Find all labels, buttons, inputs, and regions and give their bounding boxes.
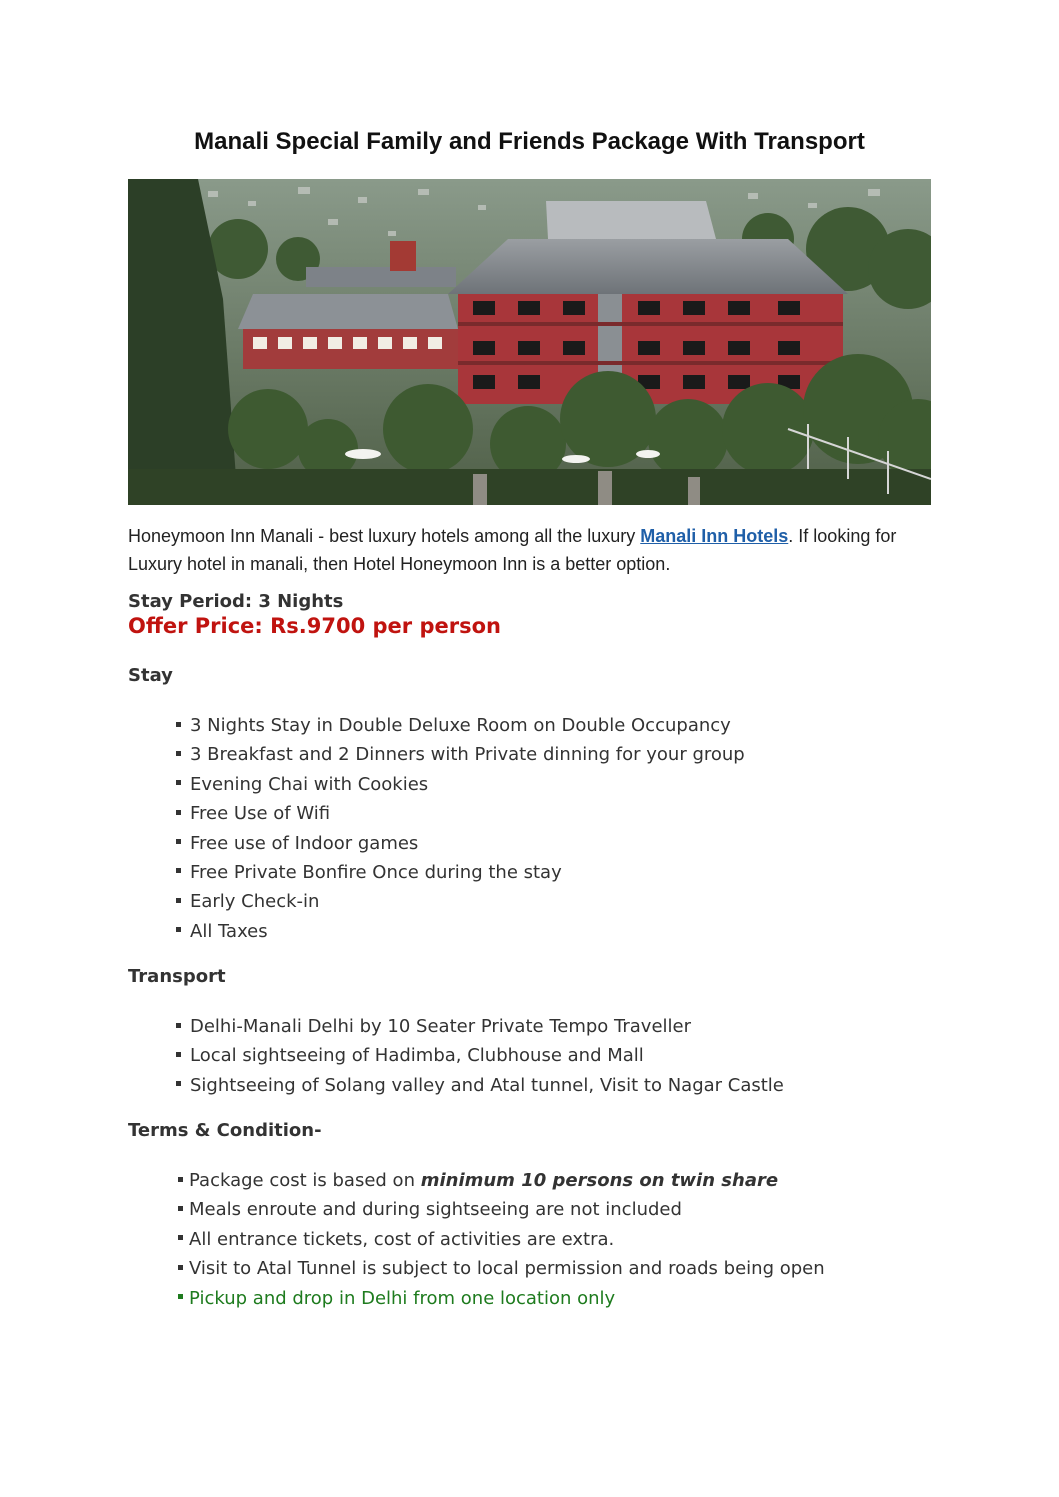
bullet-square-icon: [178, 1206, 183, 1211]
list-item-text: 3 Breakfast and 2 Dinners with Private dinning for your group: [190, 744, 745, 766]
list-item-text: Free Private Bonfire Once during the stay: [190, 861, 562, 883]
list-item-text: Free Use of Wifi: [190, 803, 331, 825]
bullet-square-icon: [176, 780, 181, 785]
bullet-square-icon: [178, 1294, 183, 1299]
highlighted-list-item: [178, 1284, 825, 1313]
bullet-square-icon: [178, 1265, 183, 1270]
list-item-text: Sightseeing of Solang valley and Atal tunnel, Visit to Nagar Castle: [190, 1074, 784, 1096]
list-item: [176, 917, 745, 946]
bullet-square-icon: [176, 1052, 181, 1057]
list-item-text: Package cost is based on: [189, 1170, 421, 1191]
list-item-text: Pickup and drop in Delhi from one location only: [189, 1287, 616, 1309]
list-item-text: Meals enroute and during sightseeing are not included: [189, 1199, 682, 1221]
bullet-square-icon: [176, 898, 181, 903]
terms-list: [178, 1166, 825, 1313]
bullet-square-icon: [176, 751, 181, 756]
list-item: [176, 799, 745, 828]
list-item-text: Evening Chai with Cookies: [190, 773, 429, 795]
list-item-text: Early Check-in: [190, 891, 320, 913]
list-item-text: Visit to Atal Tunnel is subject to local permission and roads being open: [189, 1258, 825, 1280]
list-item: [176, 711, 745, 740]
list-item-text: Local sightseeing of Hadimba, Clubhouse and Mall: [190, 1045, 644, 1067]
list-item: [176, 1041, 784, 1070]
list-item: [178, 1254, 825, 1283]
bullet-square-icon: [176, 868, 181, 873]
minimum-persons-emphasis: minimum 10 persons on twin share: [420, 1170, 779, 1191]
bullet-square-icon: [176, 839, 181, 844]
bullet-square-icon: [176, 927, 181, 932]
list-item: [176, 858, 745, 887]
list-item: [176, 829, 745, 858]
list-item: [178, 1195, 825, 1224]
hotel-photo: [128, 179, 931, 505]
list-item: [178, 1166, 825, 1195]
bullet-square-icon: [176, 1081, 181, 1086]
list-item-text: Delhi-Manali Delhi by 10 Seater Private Tempo Traveller: [190, 1016, 692, 1037]
list-item: [178, 1225, 825, 1254]
intro-paragraph: [128, 522, 938, 578]
stay-list: [176, 711, 745, 946]
list-item-text: 3 Nights Stay in Double Deluxe Room on Double Occupancy: [190, 715, 731, 736]
offer-price: Offer Price: Rs.9700 per person: [128, 614, 501, 638]
stay-heading: Stay: [128, 665, 173, 686]
bullet-square-icon: [176, 1023, 181, 1028]
list-item: [176, 1071, 784, 1100]
page-title: Manali Special Family and Friends Package With Transport: [194, 128, 865, 155]
list-item-text: All entrance tickets, cost of activities are extra.: [189, 1228, 615, 1250]
transport-heading: Transport: [128, 966, 226, 987]
bullet-square-icon: [178, 1177, 183, 1182]
stay-period: Stay Period: 3 Nights: [128, 591, 344, 612]
list-item-text: Free use of Indoor games: [190, 832, 419, 854]
list-item: [176, 770, 745, 799]
bullet-square-icon: [178, 1235, 183, 1240]
list-item-text: All Taxes: [190, 920, 268, 942]
bullet-square-icon: [176, 810, 181, 815]
terms-heading: Terms & Condition-: [128, 1120, 322, 1141]
manali-inn-hotels-link[interactable]: Manali Inn Hotels: [640, 526, 789, 546]
bullet-square-icon: [176, 722, 181, 727]
intro-text-start: Honeymoon Inn Manali - best luxury hotels among all the luxury: [128, 526, 641, 546]
list-item: [176, 740, 745, 769]
list-item: [176, 887, 745, 916]
hotel-photo-illustration: [128, 179, 931, 505]
intro-text-end: . If looking for Luxury hotel in manali, then Hotel Honeymoon Inn is a better option.: [128, 526, 897, 574]
list-item: [176, 1012, 784, 1041]
transport-list: [176, 1012, 784, 1100]
